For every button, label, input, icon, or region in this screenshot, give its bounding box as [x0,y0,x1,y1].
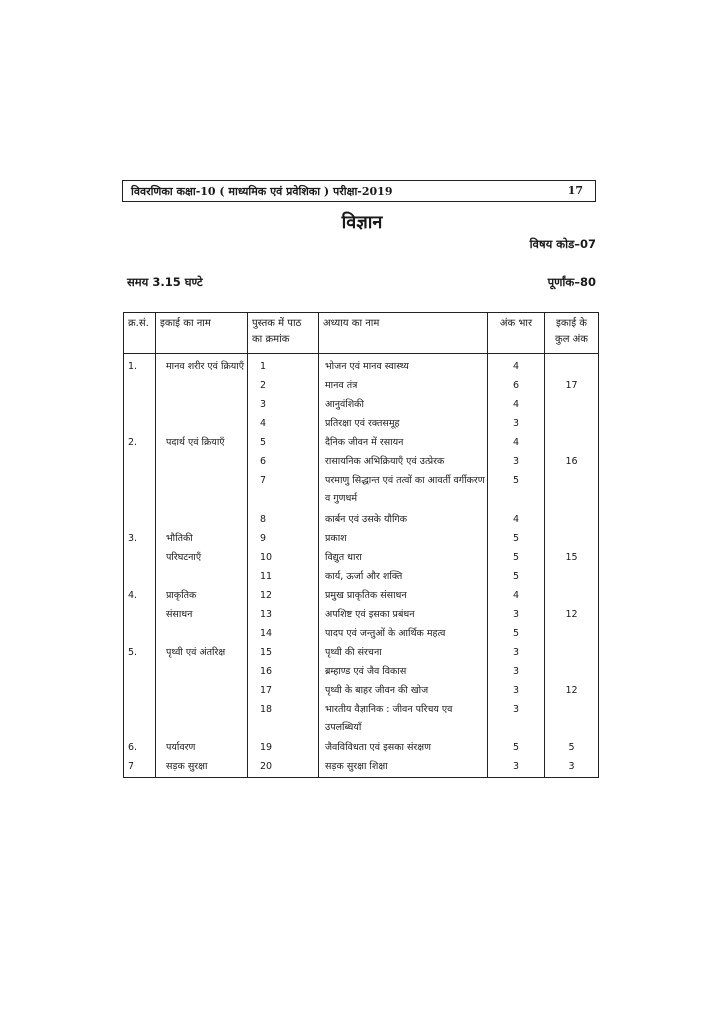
cell-chapter-no: 6 [248,453,319,472]
cell-unit-total [545,415,599,434]
header-chapter: अध्याय का नाम [319,313,488,354]
table-row [124,701,599,739]
table-row [124,568,599,587]
cell-serial [124,625,156,644]
cell-serial [124,549,156,568]
cell-unit [156,701,248,739]
cell-unit-total [545,511,599,530]
cell-unit-total [545,701,599,739]
cell-marks: 3 [488,701,545,739]
cell-serial [124,415,156,434]
cell-unit [156,472,248,510]
cell-chapter: रासायनिक अभिक्रियाएँ एवं उत्प्रेरक [319,453,488,472]
cell-unit: सड़क सुरक्षा [156,758,248,778]
cell-chapter-no: 15 [248,644,319,663]
cell-chapter-no: 19 [248,739,319,758]
cell-chapter-no: 10 [248,549,319,568]
table-row [124,472,599,510]
table-row [124,587,599,606]
cell-chapter-no: 1 [248,354,319,378]
table-row [124,739,599,758]
table-row [124,682,599,701]
cell-marks: 4 [488,396,545,415]
cell-serial: 2. [124,434,156,453]
cell-serial: 5. [124,644,156,663]
cell-marks: 3 [488,415,545,434]
cell-unit-total: 5 [545,739,599,758]
cell-chapter: कार्बन एवं उसके यौगिक [319,511,488,530]
syllabus-table [123,312,599,778]
cell-unit-total [545,354,599,378]
cell-chapter: भारतीय वैज्ञानिक : जीवन परिचय एव उपलब्धियाँ [319,701,488,739]
cell-marks: 4 [488,587,545,606]
cell-marks: 3 [488,644,545,663]
cell-serial [124,701,156,739]
cell-marks: 6 [488,377,545,396]
cell-marks: 3 [488,606,545,625]
cell-chapter-no: 4 [248,415,319,434]
cell-serial [124,377,156,396]
cell-chapter: प्रकाश [319,530,488,549]
cell-serial [124,682,156,701]
cell-chapter: दैनिक जीवन में रसायन [319,434,488,453]
cell-unit-total [545,587,599,606]
cell-serial: 7 [124,758,156,778]
cell-unit [156,415,248,434]
cell-marks: 5 [488,549,545,568]
table-row [124,415,599,434]
cell-unit-total [545,434,599,453]
table-row [124,377,599,396]
cell-unit: मानव शरीर एवं क्रियाएँ [156,354,248,378]
cell-serial [124,453,156,472]
cell-unit-total [545,625,599,644]
cell-unit [156,511,248,530]
table-row [124,549,599,568]
table-header-row [124,313,599,354]
cell-chapter: परमाणु सिद्धान्त एवं तत्वों का आवर्ती वर्गीकरण व गुणधर्म [319,472,488,510]
cell-unit-total [545,644,599,663]
subject-code: विषय कोड–07 [529,237,596,251]
cell-chapter-no: 7 [248,472,319,510]
cell-serial [124,606,156,625]
cell-unit: परिघटनाएँ [156,549,248,568]
cell-chapter: पादप एवं जन्तुओं के आर्थिक महत्व [319,625,488,644]
exam-duration: समय 3.15 घण्टे [127,275,203,289]
cell-marks: 3 [488,663,545,682]
cell-marks: 3 [488,758,545,778]
cell-unit: संसाधन [156,606,248,625]
cell-unit-total: 12 [545,606,599,625]
cell-unit-total: 17 [545,377,599,396]
table-row [124,625,599,644]
header-weight: अंक भार [488,313,545,354]
cell-chapter: विद्युत धारा [319,549,488,568]
cell-unit: भौतिकी [156,530,248,549]
cell-unit: पदार्थ एवं क्रियाएँ [156,434,248,453]
cell-unit: पर्यावरण [156,739,248,758]
table-row [124,606,599,625]
cell-unit: प्राकृतिक [156,587,248,606]
header-unit-total: इकाई के कुल अंक [545,313,599,354]
cell-chapter: प्रमुख प्राकृतिक संसाधन [319,587,488,606]
cell-marks: 4 [488,511,545,530]
cell-unit-total: 3 [545,758,599,778]
table-row [124,354,599,378]
cell-chapter: भोजन एवं मानव स्वास्थ्य [319,354,488,378]
cell-serial [124,663,156,682]
total-marks: पूर्णांक–80 [547,275,596,289]
header-unit: इकाई का नाम [156,313,248,354]
cell-chapter-no: 18 [248,701,319,739]
header-title: विवरणिका कक्षा-10 ( माध्यमिक एवं प्रवेशिका ) परीक्षा-2019 [131,185,393,198]
cell-unit-total: 15 [545,549,599,568]
cell-serial: 3. [124,530,156,549]
cell-marks: 5 [488,568,545,587]
cell-serial [124,396,156,415]
header-chapter-no: पुस्तक में पाठ का क्रमांक [248,313,319,354]
cell-chapter-no: 13 [248,606,319,625]
cell-chapter: जैवविविधता एवं इसका संरक्षण [319,739,488,758]
cell-serial: 6. [124,739,156,758]
table-row [124,434,599,453]
cell-chapter: आनुवंशिकी [319,396,488,415]
table-row [124,530,599,549]
cell-serial [124,568,156,587]
cell-chapter: पृथ्वी के बाहर जीवन की खोज [319,682,488,701]
subject-title: विज्ञान [341,212,383,233]
cell-serial [124,472,156,510]
cell-chapter-no: 16 [248,663,319,682]
cell-chapter: पृथ्वी की संरचना [319,644,488,663]
cell-unit-total: 12 [545,682,599,701]
cell-serial: 1. [124,354,156,378]
table-row [124,453,599,472]
cell-marks: 5 [488,472,545,510]
cell-chapter-no: 2 [248,377,319,396]
cell-chapter-no: 8 [248,511,319,530]
page-number: 17 [567,184,583,197]
cell-chapter-no: 9 [248,530,319,549]
table-row [124,511,599,530]
cell-marks: 3 [488,682,545,701]
cell-chapter: सड़क सुरक्षा शिक्षा [319,758,488,778]
header-serial: क्र.सं. [124,313,156,354]
table-row [124,396,599,415]
cell-marks: 5 [488,530,545,549]
table-row [124,663,599,682]
cell-chapter-no: 20 [248,758,319,778]
page-header [122,180,596,202]
cell-marks: 3 [488,453,545,472]
cell-unit [156,682,248,701]
cell-marks: 4 [488,354,545,378]
cell-marks: 5 [488,739,545,758]
cell-marks: 5 [488,625,545,644]
cell-chapter: मानव तंत्र [319,377,488,396]
cell-marks: 4 [488,434,545,453]
cell-unit [156,663,248,682]
cell-unit-total [545,396,599,415]
cell-chapter-no: 12 [248,587,319,606]
cell-unit-total [545,472,599,510]
cell-unit [156,453,248,472]
cell-chapter: ब्रम्हाण्ड एवं जैव विकास [319,663,488,682]
cell-serial [124,511,156,530]
cell-chapter-no: 17 [248,682,319,701]
cell-serial: 4. [124,587,156,606]
cell-unit-total: 16 [545,453,599,472]
cell-chapter: प्रतिरक्षा एवं रक्तसमूह [319,415,488,434]
cell-chapter: अपशिष्ट एवं इसका प्रबंधन [319,606,488,625]
cell-chapter: कार्य, ऊर्जा और शक्ति [319,568,488,587]
cell-unit [156,396,248,415]
cell-unit-total [545,530,599,549]
cell-chapter-no: 11 [248,568,319,587]
cell-unit [156,377,248,396]
table-row [124,758,599,778]
cell-unit-total [545,663,599,682]
table-row [124,644,599,663]
cell-chapter-no: 14 [248,625,319,644]
cell-unit: पृथ्वी एवं अंतरिक्ष [156,644,248,663]
cell-chapter-no: 3 [248,396,319,415]
cell-unit [156,625,248,644]
cell-chapter-no: 5 [248,434,319,453]
cell-unit-total [545,568,599,587]
cell-unit [156,568,248,587]
